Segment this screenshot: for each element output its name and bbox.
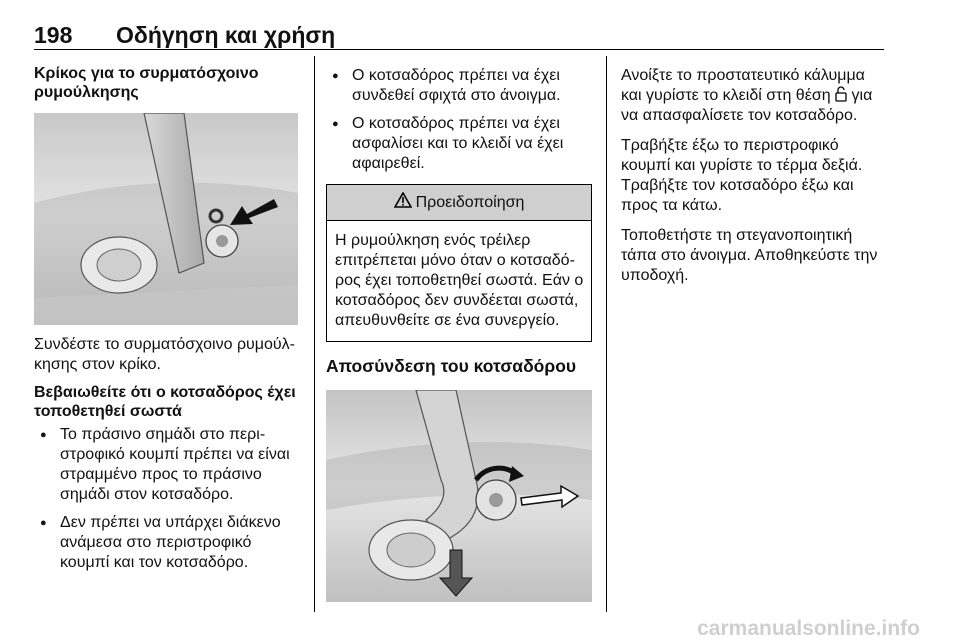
list-item: ● Ο κοτσαδόρος πρέπει να έχει ασφαλίσει και το κλειδί να έχει αφαιρεθεί.	[326, 114, 592, 174]
page-header	[34, 22, 884, 52]
towbar-ring-figure	[34, 113, 298, 325]
warning-text: Η ρυμούλκηση ενός τρέιλερ επιτρέπεται μόνο όταν ο κοτσαδόρος έχει τοποθετηθεί σωστά. Εάν ο κοτσαδόρος δεν συνδέεται σωστά, απευθυνθείτε σε ένα συνεργείο.	[335, 232, 584, 329]
paragraph-text: Ανοίξτε το προστατευτικό κάλυμμα και γυρίστε το κλειδί στη θέση	[621, 67, 865, 104]
section-heading: Αποσύνδεση του κοτσαδόρου	[326, 356, 577, 376]
column-divider	[314, 56, 315, 612]
paragraph: Τοποθετήστε τη στεγανοποιητική τάπα στο άνοιγμα. Αποθηκεύστε την υποδοχή.	[621, 227, 878, 284]
column-divider	[606, 56, 607, 612]
list-item: ● Δεν πρέπει να υπάρχει διάκενο ανάμεσα στο περιστροφικό κουμπί και τον κοτσαδόρο.	[34, 513, 304, 573]
list-item: ● Ο κοτσαδόρος πρέπει να έχει συνδεθεί σφιχτά στο άνοιγμα.	[326, 66, 592, 106]
towbar-removal-figure	[326, 390, 592, 602]
warning-triangle-icon	[394, 192, 412, 214]
chapter-title: Οδήγηση και χρήση	[116, 22, 336, 48]
page-number: 198	[34, 22, 73, 48]
bullet-list	[34, 425, 304, 573]
warning-box	[326, 184, 592, 342]
paragraph	[621, 66, 885, 126]
section-heading: Κρίκος για το συρματόσχοινο ρυμούλκησης	[34, 65, 259, 101]
bullet-list	[326, 66, 592, 174]
paragraph-text: για να απασφαλίσετε τον κοτσαδόρο.	[621, 87, 873, 124]
warning-title: Προειδοποίηση	[415, 193, 525, 211]
column-2	[326, 66, 592, 602]
watermark: carmanualsonline.info	[697, 617, 920, 640]
column-1	[34, 64, 304, 581]
paragraph: Συνδέστε το συρματόσχοινο ρυμούλκησης στον κρίκο.	[34, 336, 295, 373]
paragraph: Τραβήξτε έξω το περιστροφικό κουμπί και γυρίστε το τέρμα δεξιά. Τραβήξτε τον κοτσαδόρο έξω και προς τα κάτω.	[621, 137, 863, 214]
unlocked-padlock-icon	[835, 86, 847, 102]
list-item: ● Το πράσινο σημάδι στο περιστροφικό κουμπί πρέπει να είναι στραμμένο προς το πράσινο σημάδι στον κοτσαδόρο.	[34, 425, 304, 505]
warning-header	[327, 185, 591, 221]
column-3	[621, 66, 885, 296]
sub-heading: Βεβαιωθείτε ότι ο κοτσαδόρος έχει τοποθετηθεί σωστά	[34, 384, 296, 420]
header-rule	[34, 49, 884, 50]
